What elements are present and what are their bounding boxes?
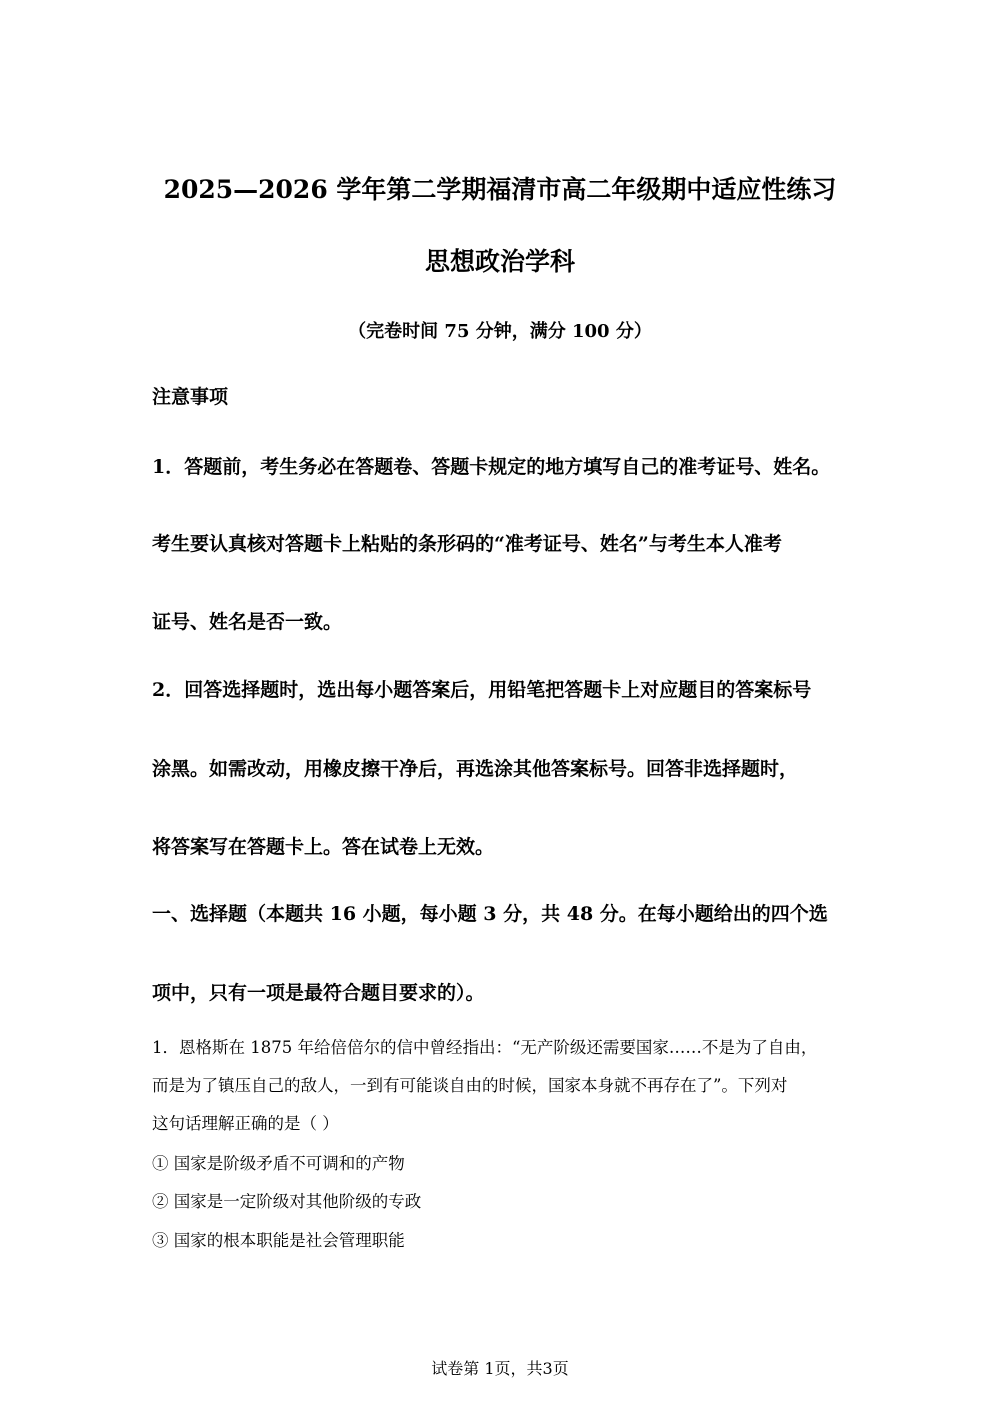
question-option: ② 国家是一定阶级对其他阶级的专政 [152, 1192, 422, 1211]
exam-duration-note: （完卷时间 75 分钟，满分 100 分） [348, 321, 652, 342]
notice-line: 考生要认真核对答题卡上粘贴的条形码的“准考证号、姓名”与考生本人准考 [152, 533, 782, 555]
question-option: ③ 国家的根本职能是社会管理职能 [152, 1231, 405, 1250]
section-heading: 一、选择题（本题共 16 小题，每小题 3 分，共 48 分。在每小题给出的四个选 [152, 903, 828, 925]
question-stem: 而是为了镇压自己的敌人，一到有可能谈自由的时候，国家本身就不再存在了”。下列对 [152, 1076, 788, 1095]
notice-line: 2．回答选择题时，选出每小题答案后，用铅笔把答题卡上对应题目的答案标号 [152, 679, 812, 701]
page-footer: 试卷第 1页，共3页 [431, 1359, 569, 1378]
notice-heading: 注意事项 [152, 386, 229, 408]
subject-title: 思想政治学科 [424, 247, 575, 276]
exam-title: 2025—2026 学年第二学期福清市高二年级期中适应性练习 [163, 175, 837, 204]
notice-line: 证号、姓名是否一致。 [152, 611, 343, 633]
section-heading: 项中，只有一项是最符合题目要求的）。 [152, 982, 485, 1004]
notice-line: 将答案写在答题卡上。答在试卷上无效。 [152, 836, 495, 858]
question-stem: 1．恩格斯在 1875 年给倍倍尔的信中曾经指出：“无产阶级还需要国家……不是为了自由， [152, 1038, 818, 1057]
question-option: ① 国家是阶级矛盾不可调和的产物 [152, 1154, 405, 1173]
question-stem: 这句话理解正确的是（ ） [152, 1114, 339, 1133]
notice-line: 涂黑。如需改动，用橡皮擦干净后，再选涂其他答案标号。回答非选择题时， [152, 758, 799, 780]
notice-line: 1．答题前，考生务必在答题卷、答题卡规定的地方填写自己的准考证号、姓名。 [152, 456, 831, 478]
